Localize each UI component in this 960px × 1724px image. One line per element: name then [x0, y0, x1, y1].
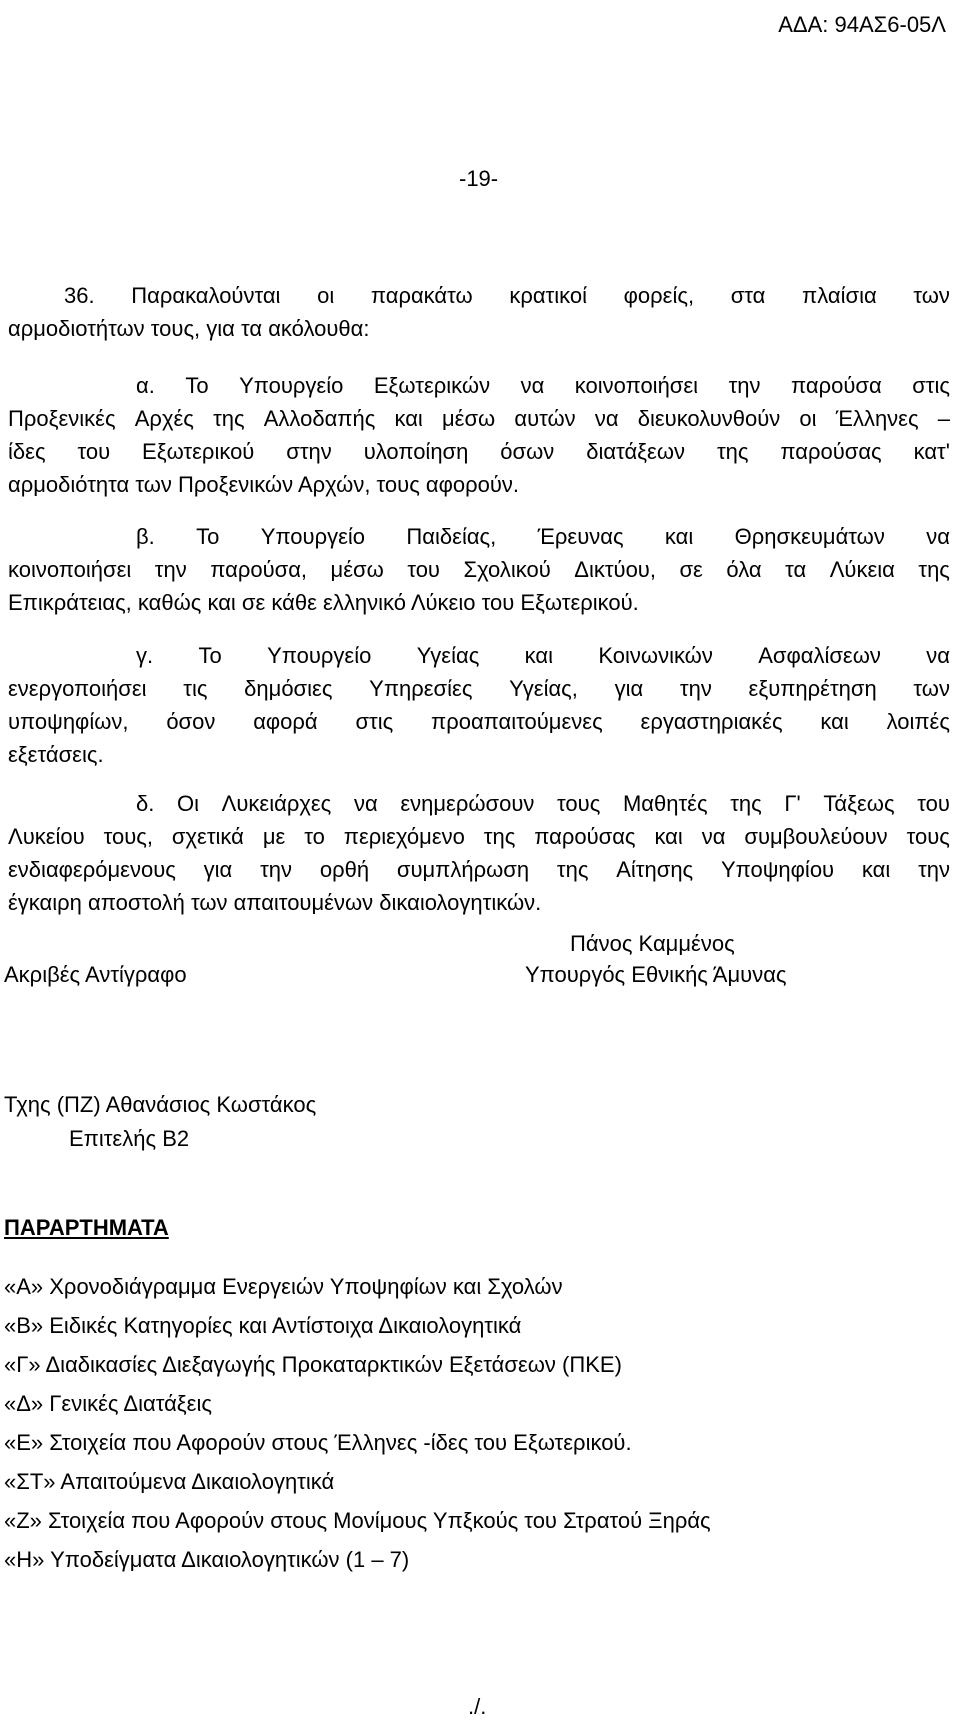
paragraph-line: αρμοδιότητα των Προξενικών Αρχών, τους αφορούν. — [8, 472, 520, 497]
annex-item: «Δ» Γενικές Διατάξεις — [4, 1391, 212, 1416]
word: αυτών — [514, 406, 576, 431]
minister-title: Υπουργός Εθνικής Άμυνας — [525, 962, 787, 987]
word: Υγείας — [416, 643, 480, 668]
word: της — [716, 439, 749, 464]
continuation-mark: ./. — [468, 1694, 487, 1719]
word: Σχολικού — [463, 557, 551, 582]
word: την — [918, 857, 950, 882]
annex-item: «Ε» Στοιχεία που Αφορούν στους Έλληνες -ίδες του Εξωτερικού. — [4, 1430, 632, 1455]
word: παρούσα, — [210, 557, 308, 582]
word: σχετικά — [171, 824, 244, 849]
word: της — [556, 857, 589, 882]
word: Δικτύου, — [574, 557, 656, 582]
word: των — [913, 283, 950, 308]
word: Λυκειάρχες — [221, 791, 332, 816]
word: ίδες — [8, 439, 46, 464]
word: συμβουλεύουν — [744, 824, 888, 849]
word: υποψηφίων, — [8, 709, 129, 734]
paragraph-line: Επικράτειας, καθώς και σε κάθε ελληνικό Λύκειο του Εξωτερικού. — [8, 590, 639, 615]
word: παρακάτω — [370, 283, 473, 308]
word: την — [154, 557, 187, 582]
ada-code: ΑΔΑ: 94ΑΣ6-05Λ — [778, 12, 946, 37]
word: Το — [196, 524, 220, 549]
word: παρούσα — [791, 373, 882, 398]
word: την — [260, 857, 293, 882]
word: δημόσιες — [244, 676, 333, 701]
word: υλοποίηση — [363, 439, 469, 464]
paragraph-line: έγκαιρη αποστολή των απαιτουμένων δικαιολογητικών. — [8, 890, 542, 915]
word: πλαίσια — [802, 283, 877, 308]
word: παρούσας — [534, 824, 636, 849]
word: Θρησκευμάτων — [734, 524, 885, 549]
word: Λύκεια — [829, 557, 895, 582]
word: και — [820, 709, 849, 734]
page-number: -19- — [459, 166, 499, 191]
word: της — [483, 824, 516, 849]
word: την — [679, 676, 712, 701]
paragraph-line — [8, 853, 950, 886]
word: για — [203, 857, 233, 882]
minister-name: Πάνος Καμμένος — [570, 931, 735, 956]
paragraph-line — [8, 402, 950, 435]
word: να — [353, 791, 378, 816]
word: Κοινωνικών — [598, 643, 713, 668]
word: παρούσας — [780, 439, 882, 464]
item-a-paragraph — [8, 369, 950, 501]
word: τους, — [103, 824, 153, 849]
word: και — [654, 824, 683, 849]
word: ενδιαφερόμενους — [8, 857, 176, 882]
word: Υπηρεσίες — [369, 676, 473, 701]
annexes-title: ΠΑΡΑΡΤΗΜΑΤΑ — [4, 1215, 169, 1240]
word: των — [913, 676, 950, 701]
paragraph-line — [8, 705, 950, 738]
word: Αίτησης — [616, 857, 694, 882]
word: στην — [286, 439, 332, 464]
word: και — [524, 643, 554, 668]
word: και — [861, 857, 891, 882]
word: του — [917, 791, 950, 816]
word: να — [701, 824, 726, 849]
word: την — [728, 373, 761, 398]
word: διατάξεων — [586, 439, 686, 464]
word: το — [304, 824, 325, 849]
paragraph-line — [8, 369, 950, 402]
word: κοινοποιήσει — [574, 373, 699, 398]
word: εξυπηρέτηση — [748, 676, 877, 701]
word: με — [262, 824, 286, 849]
certified-copy-label: Ακριβές Αντίγραφο — [4, 962, 187, 987]
word: και — [394, 406, 423, 431]
word: να — [520, 373, 545, 398]
item-d-paragraph — [8, 787, 950, 919]
word: όσον — [166, 709, 216, 734]
word: λοιπές — [886, 709, 950, 734]
word: Μαθητές — [622, 791, 708, 816]
word: – — [937, 406, 950, 431]
word: οι — [799, 406, 817, 431]
word: του — [77, 439, 111, 464]
word: ενημερώσουν — [400, 791, 535, 816]
word: δ. — [136, 791, 155, 816]
word: να — [926, 524, 950, 549]
word: του — [407, 557, 440, 582]
word: κρατικοί — [509, 283, 587, 308]
word: τους — [557, 791, 601, 816]
word: γ. — [136, 643, 154, 668]
paragraph-line — [8, 672, 950, 705]
word: κατ' — [913, 439, 950, 464]
word: Υπουργείο — [239, 373, 344, 398]
word: όλα — [726, 557, 762, 582]
word: για — [614, 676, 644, 701]
word: φορείς, — [623, 283, 695, 308]
word: μέσω — [330, 557, 384, 582]
word: β. — [136, 524, 155, 549]
word: όσων — [500, 439, 555, 464]
paragraph-line — [8, 520, 950, 553]
word: Προξενικές — [8, 406, 116, 431]
word: κοινοποιήσει — [8, 557, 132, 582]
word: περιεχόμενο — [343, 824, 465, 849]
paragraph-line — [8, 820, 950, 853]
word: Υπουργείο — [267, 643, 372, 668]
word: Παιδείας, — [406, 524, 497, 549]
annex-item: «ΣΤ» Απαιτούμενα Δικαιολογητικά — [4, 1469, 335, 1494]
word: Παρακαλούνται — [131, 283, 281, 308]
word: αφορά — [253, 709, 318, 734]
word: να — [926, 643, 950, 668]
word: στις — [912, 373, 950, 398]
word: διευκολυνθούν — [637, 406, 781, 431]
annex-item: «Ζ» Στοιχεία που Αφορούν στους Μονίμους Υπξκούς του Στρατού Ξηράς — [4, 1508, 711, 1533]
word: να — [594, 406, 619, 431]
word: Εξωτερικών — [373, 373, 491, 398]
word: Υγείας, — [509, 676, 578, 701]
item-b-paragraph — [8, 520, 950, 619]
word: Έλληνες — [835, 406, 919, 431]
word: μέσω — [441, 406, 496, 431]
word: της — [213, 406, 245, 431]
word: ορθή — [319, 857, 370, 882]
paragraph-line: αρμοδιοτήτων τους, για τα ακόλουθα: — [8, 316, 370, 341]
word: Το — [198, 643, 222, 668]
word: Υπουργείο — [260, 524, 366, 549]
word: σε — [679, 557, 703, 582]
annex-item: «Η» Υποδείγματα Δικαιολογητικών (1 – 7) — [4, 1547, 410, 1572]
word: Ασφαλίσεων — [758, 643, 881, 668]
word: προαπαιτούμενες — [431, 709, 603, 734]
item-c-paragraph — [8, 639, 950, 771]
annex-item: «Β» Ειδικές Κατηγορίες και Αντίστοιχα Δικαιολογητικά — [4, 1313, 522, 1338]
authenticator-role: Επιτελής Β2 — [69, 1126, 190, 1151]
word: Τάξεως — [823, 791, 895, 816]
word: Έρευνας — [537, 524, 624, 549]
paragraph-line — [8, 639, 950, 672]
word: Οι — [177, 791, 200, 816]
word: τους — [906, 824, 950, 849]
word: τις — [183, 676, 208, 701]
word: Υποψηφίου — [720, 857, 835, 882]
paragraph-line — [8, 435, 950, 468]
paragraph-36 — [8, 279, 950, 345]
annex-item: «Γ» Διαδικασίες Διεξαγωγής Προκαταρκτικών Εξετάσεων (ΠΚΕ) — [4, 1352, 622, 1377]
word: στις — [355, 709, 394, 734]
word: οι — [317, 283, 335, 308]
word: στα — [730, 283, 766, 308]
authenticator-name: Τχης (ΠΖ) Αθανάσιος Κωστάκος — [4, 1092, 317, 1117]
word: Το — [185, 373, 209, 398]
word: Εξωτερικού — [142, 439, 255, 464]
word: εργαστηριακές — [640, 709, 783, 734]
word: και — [664, 524, 694, 549]
word: της — [918, 557, 950, 582]
word: Γ' — [784, 791, 801, 816]
word: α. — [136, 373, 155, 398]
paragraph-line — [8, 553, 950, 586]
word: Λυκείου — [8, 824, 85, 849]
word: τα — [785, 557, 807, 582]
word: ενεργοποιήσει — [8, 676, 147, 701]
paragraph-line — [8, 787, 950, 820]
word: Αρχές — [134, 406, 194, 431]
paragraph-line: εξετάσεις. — [8, 742, 104, 767]
word: Αλλοδαπής — [263, 406, 376, 431]
word: συμπλήρωση — [396, 857, 530, 882]
word: 36. — [64, 283, 95, 308]
word: της — [730, 791, 762, 816]
paragraph-line — [8, 279, 950, 312]
annex-item: «Α» Χρονοδιάγραμμα Ενεργειών Υποψηφίων και Σχολών — [4, 1274, 563, 1299]
